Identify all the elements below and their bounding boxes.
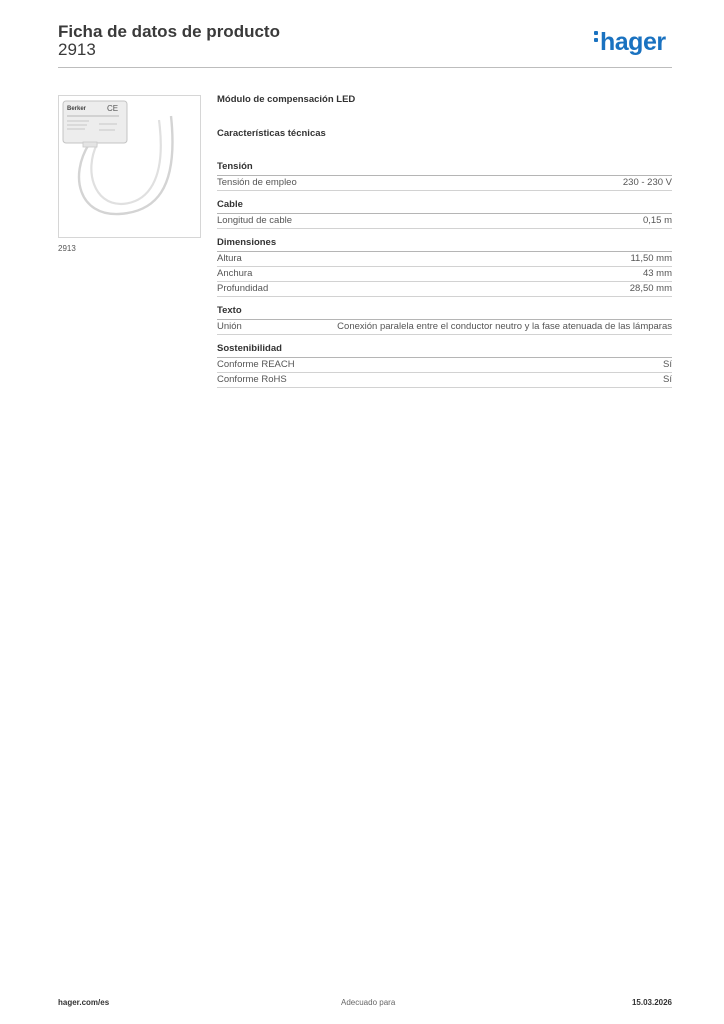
spec-value: 28,50 mm xyxy=(629,283,672,294)
product-code: 2913 xyxy=(58,40,96,59)
group-title: Texto xyxy=(217,305,672,320)
spec-value: Conexión paralela entre el conductor neutro y la fase atenuada de las lámparas xyxy=(337,321,672,332)
product-image xyxy=(58,95,201,238)
section-heading: Características técnicas xyxy=(217,128,326,139)
group-sustainability xyxy=(217,343,672,388)
footer-suitable-for: Adecuado para xyxy=(341,998,396,1007)
spec-label: Conforme REACH xyxy=(217,359,295,370)
footer-date: 15.03.2026 xyxy=(631,998,672,1007)
group-title: Sostenibilidad xyxy=(217,343,672,358)
spec-value: 11,50 mm xyxy=(630,253,672,264)
group-text xyxy=(217,305,672,335)
spec-row xyxy=(217,176,672,191)
group-cable xyxy=(217,199,672,229)
spec-value: Sí xyxy=(663,374,672,385)
spec-value: 0,15 m xyxy=(642,215,672,226)
hager-logo xyxy=(594,28,666,57)
spec-value: 43 mm xyxy=(642,268,672,279)
spec-row xyxy=(217,267,672,282)
spec-row xyxy=(217,320,672,335)
led-module-illustration xyxy=(59,96,200,237)
logo-text: hager xyxy=(600,28,666,56)
group-dimensions xyxy=(217,237,672,297)
image-caption: 2913 xyxy=(58,244,76,253)
spec-row xyxy=(217,214,672,229)
ce-mark: CE xyxy=(107,104,119,113)
spec-row xyxy=(217,373,672,388)
group-title: Dimensiones xyxy=(217,237,672,252)
datasheet-content xyxy=(217,94,672,396)
group-tension xyxy=(217,161,672,191)
spec-label: Altura xyxy=(217,253,242,264)
device-brand-label: Berker xyxy=(67,106,87,112)
spec-row xyxy=(217,252,672,267)
spec-label: Anchura xyxy=(217,268,253,279)
cable-gland xyxy=(83,142,97,147)
spec-value: 230 - 230 V xyxy=(622,177,672,188)
footer-website-link[interactable]: hager.com/es xyxy=(58,998,110,1007)
group-title: Cable xyxy=(217,199,672,214)
group-title: Tensión xyxy=(217,161,672,176)
document-title: Ficha de datos de producto xyxy=(58,22,280,41)
product-name: Módulo de compensación LED xyxy=(217,94,356,105)
spec-row xyxy=(217,358,672,373)
spec-label: Tensión de empleo xyxy=(217,177,297,188)
logo-dots-icon xyxy=(594,31,598,49)
spec-label: Longitud de cable xyxy=(217,215,293,226)
spec-label: Unión xyxy=(217,321,242,332)
spec-value: Sí xyxy=(663,359,672,370)
header-divider xyxy=(58,67,672,68)
spec-label: Profundidad xyxy=(217,283,269,294)
spec-label: Conforme RoHS xyxy=(217,374,287,385)
spec-row xyxy=(217,282,672,297)
